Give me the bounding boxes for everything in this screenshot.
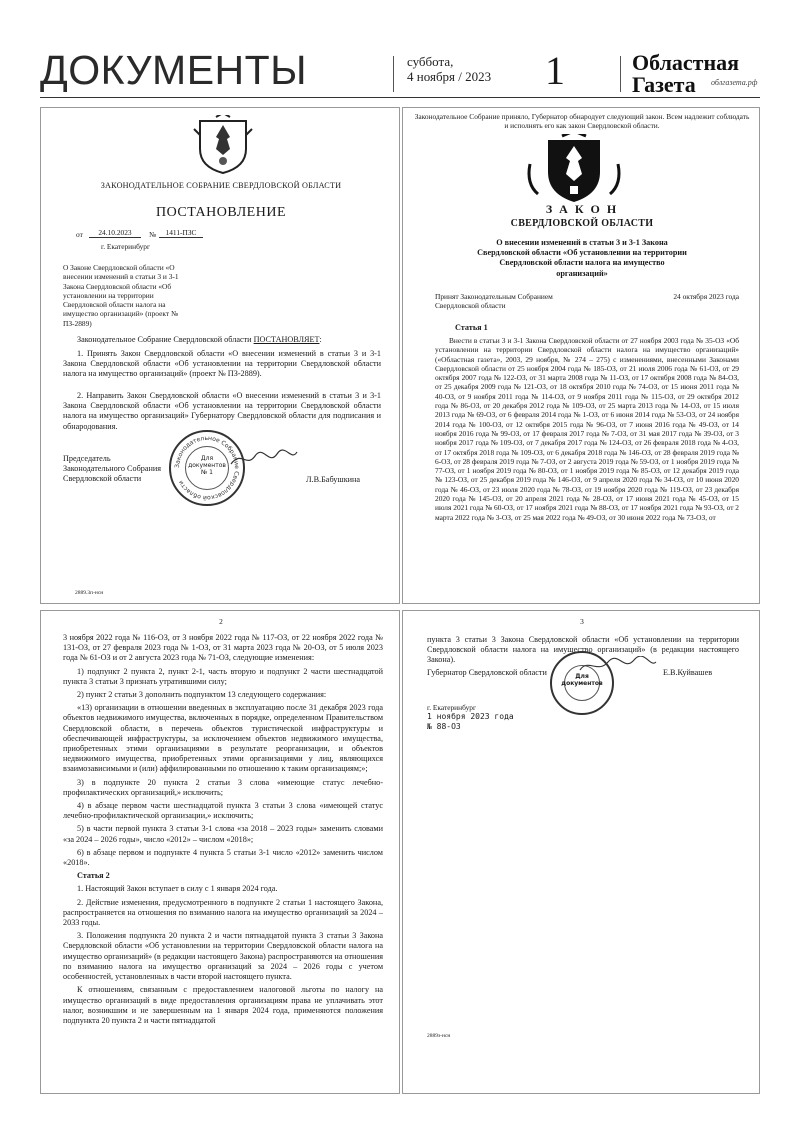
intro-text: Законодательное Собрание Свердловской области <box>77 335 252 344</box>
adopted-date: 24 октября 2023 года <box>673 292 739 301</box>
coat-of-arms-icon <box>192 115 254 175</box>
article-1-heading: Статья 1 <box>455 323 488 332</box>
para-6: 5) в части первой пункта 3 статьи 3-1 слова «за 2018 – 2023 годы» заменить словами «за 2024 – 2026 годы», число «2012» – числом «2018»; <box>63 824 383 844</box>
intro-paragraph <box>63 335 381 345</box>
governor-title: Губернатор Свердловской области <box>427 668 547 677</box>
issue-date-line: 4 ноября / 2023 <box>407 69 492 84</box>
sign-city: г. Екатеринбург <box>427 703 476 712</box>
decree-word: ПОСТАНОВЛЯЕТ <box>253 335 320 344</box>
para-11: К отношениям, связанным с предоставлением налоговой льготы по налогу на имущество организаций в виде предоставления организациям права не уплачивать этот налог, возникшим и не завершенным на 1 января 2024 года, применяются положения подпункта 20 пункта 2 и части пятнадцатой <box>63 985 383 1025</box>
article-text <box>63 633 383 1089</box>
signatory-name: Л.В.Бабушкина <box>306 475 361 484</box>
signatory-line2: Законодательного Собрания <box>63 464 161 474</box>
sign-date: 1 ноября 2023 года <box>427 712 514 721</box>
adopted-by <box>435 292 553 311</box>
svg-text:Законодательное Собрание Сверд: Законодательное Собрание Свердловской области <box>173 434 241 502</box>
stamp-line1: Для <box>200 455 214 462</box>
para-5: 4) в абзаце первом части шестнадцатой пункта 3 статьи 3 слова «имеющей статус лечебно-профилактической организации,» исключить; <box>63 801 383 821</box>
signatory-line3: Свердловской области <box>63 474 142 484</box>
issue-date <box>407 54 491 84</box>
brand-line2: Газета <box>632 72 696 97</box>
page-number: 1 <box>545 48 565 93</box>
law-subtitle: О внесении изменений в статьи 3 и 3-1 Закона Свердловской области «Об установлении на территории Свердловской области налога на имущество организаций» <box>477 238 687 278</box>
stamp-center <box>185 455 229 476</box>
site-name: облгазета.рф <box>711 78 758 87</box>
doc-code: 2889.3п-нсн <box>75 590 104 596</box>
stamp-line1: Для <box>575 673 589 680</box>
org-name: ЗАКОНОДАТЕЛЬНОЕ СОБРАНИЕ СВЕРДЛОВСКОЙ ОБЛАСТИ <box>100 181 342 190</box>
para-0: 3 ноября 2022 года № 116-ОЗ, от 3 ноября 2022 года № 117-ОЗ, от 22 ноября 2022 года № 131-ОЗ, от 27 февраля 2023 года № 1-ОЗ, от 31 марта 2023 года № 20-ОЗ, от 5 июля 2023 года № 61-ОЗ и от 2 августа 2023 года № 71-ОЗ, следующие изменения: <box>63 633 383 663</box>
para-4: 3) в подпункте 20 пункта 2 статьи 3 слова «имеющие статус лечебно-профилактических организаций,» исключить; <box>63 777 383 797</box>
masthead-rule <box>40 97 760 98</box>
signatory-line1: Председатель <box>63 454 111 463</box>
final-paragraph: пункта 3 статьи 3 Закона Свердловской области «Об установлении на территории Свердловской области налога на имущество организаций» (в редакции настоящего Закона). <box>427 635 739 665</box>
law-preface: Законодательное Собрание приняло, Губернатор обнародует следующий закон. Всем надлежит соблюдать и исполнять его как закон Свердловской области. <box>414 112 750 131</box>
stamp-line3: № 1 <box>201 469 213 476</box>
law-page-3 <box>402 610 760 1094</box>
masthead <box>40 48 760 98</box>
page-number: 3 <box>580 617 584 626</box>
doc-code: 2889з-нсн <box>427 1033 451 1039</box>
law-page-1 <box>402 107 760 604</box>
resolution-page <box>40 107 400 604</box>
signature-icon <box>229 448 299 470</box>
adopted-line1: Принят Законодательным Собранием <box>435 292 553 301</box>
article-1-body: Внести в статьи 3 и 3-1 Закона Свердловской области от 27 ноября 2003 года № 35-ОЗ «Об установлении на территории Свердловской области налога на имущество организаций» («Областная газета», 2003, 29 ноября, № 274 – 275) с изменениями, внесенными Законами Свердловской области от 25 ноября 2004 года № 185-ОЗ, от 21 июля 2006 года № 61-ОЗ, от 29 октября 2007 года № 122-ОЗ, от 31 марта 2008 года № 11-ОЗ, от 17 октября 2008 года № 84-ОЗ, от 25 декабря 2009 года № 121-ОЗ, от 18 октября 2010 года № 74-ОЗ, от 15 июня 2011 года № 40-ОЗ, от 9 ноября 2011 года № 114-ОЗ, от 9 ноября 2011 года № 115-ОЗ, от 29 октября 2012 года № 86-ОЗ, от 20 декабря 2012 года № 109-ОЗ, от 25 марта 2013 года № 14-ОЗ, от 15 июля 2013 года № 69-ОЗ, от 6 февраля 2014 года № 1-ОЗ, от 6 июня 2014 года № 53-ОЗ, от 24 ноября 2014 года № 100-ОЗ, от 12 октября 2015 года № 96-ОЗ, от 7 июня 2016 года № 49-ОЗ, от 14 ноября 2016 года № 99-ОЗ, от 17 февраля 2017 года № 7-ОЗ, от 31 мая 2017 года № 39-ОЗ, от 3 ноября 2017 года № 109-ОЗ, от 7 декабря 2017 года № 124-ОЗ, от 26 февраля 2018 года № 4-ОЗ, от 17 октября 2018 года № 109-ОЗ, от 6 декабря 2018 года № 146-ОЗ, от 28 февраля 2019 года № 6-ОЗ, от 28 февраля 2019 года № 7-ОЗ, от 2 августа 2019 года № 59-ОЗ, от 1 ноября 2019 года № 77-ОЗ, от 1 ноября 2019 года № 80-ОЗ, от 1 ноября 2019 года № 85-ОЗ, от 12 декабря 2019 года № 123-ОЗ, от 25 декабря 2019 года № 146-ОЗ, от 9 апреля 2020 года № 34-ОЗ, от 10 июня 2020 года № 46-ОЗ, от 23 июля 2020 года № 78-ОЗ, от 19 ноября 2020 года № 119-ОЗ, от 23 декабря 2020 года № 145-ОЗ, от 20 апреля 2021 года № 28-ОЗ, от 17 июня 2021 года № 45-ОЗ, от 15 июля 2021 года № 60-ОЗ, от 17 ноября 2021 года № 88-ОЗ, от 17 ноября 2021 года № 93-ОЗ, от 2 марта 2022 года № 3-ОЗ, от 25 мая 2022 года № 49-ОЗ, от 30 июня 2022 года № 73-ОЗ, от <box>435 336 739 522</box>
para-10: 3. Положения подпункта 20 пункта 2 и части пятнадцатой пункта 3 статьи 3 Закона Свердловской области «Об установлении на территории Свердловской области налога на имущество организаций» (в редакции настоящего Закона) распространяются на отношения по взиманию налога на имущество организаций за 2024 – 2026 годы с учетом особенностей, установленных в части второй настоящего пункта. <box>63 931 383 982</box>
para-1: 1) подпункт 2 пункта 2, пункт 2-1, часть вторую и подпункт 2 части шестнадцатой пункта 3 статьи 3 признать утратившими силу; <box>63 666 383 686</box>
date-prefix: от <box>76 230 83 239</box>
signature-icon <box>578 656 658 676</box>
brand-line1: Областная <box>632 50 740 75</box>
adopted-line2: Свердловской области <box>435 301 506 311</box>
para-2: 2) пункт 2 статьи 3 дополнить подпунктом 13 следующего содержания: <box>77 690 327 700</box>
divider <box>620 56 621 92</box>
governor-name: Е.В.Куйвашев <box>663 668 713 677</box>
stamp-line2: документов <box>188 462 226 469</box>
item-2: 2. Направить Закон Свердловской области «О внесении изменений в статьи 3 и 3-1 Закона Свердловской области «Об установлении на территории Свердловской области налога на имущество организаций» Губернатору Свердловской области для подписания и обнародования. <box>63 391 381 431</box>
stamp-line2: документов <box>561 680 603 687</box>
resolution-date: 24.10.2023 <box>89 228 141 238</box>
law-number: № 88-ОЗ <box>427 722 461 731</box>
item-1: 1. Принять Закон Свердловской области «О внесении изменений в статьи 3 и 3-1 Закона Свердловской области «Об установлении на территории Свердловской области налога на имущество организаций» (проект № ПЗ-2889). <box>63 349 381 379</box>
para-3: «13) организации в отношении введенных в эксплуатацию после 31 декабря 2023 года объектов недвижимого имущества, включенных в порядке, определенном Правительством Свердловской области, в перечень объектов туристической инфраструктуры и обеспечивающей инфраструктуры, за исключением объектов недвижимого имущества, приобретенных этими организациями в результате реорганизации, и объектов недвижимого имущества, приобретенных этими организациями у лиц, являющихся взаимозависимыми и (или) аффилированными по отношению к таким организациям;»; <box>63 703 383 774</box>
doc-title: ПОСТАНОВЛЕНИЕ <box>155 205 287 220</box>
para-7: 6) в абзаце первом и подпункте 4 пункта 5 статьи 3-1 число «2012» заменить числом «2018». <box>63 847 383 868</box>
law-region: СВЕРДЛОВСКОЙ ОБЛАСТИ <box>510 218 654 229</box>
newspaper-logo <box>632 52 739 96</box>
city: г. Екатеринбург <box>101 242 150 251</box>
page-number: 2 <box>219 617 223 626</box>
para-9: 2. Действие изменения, предусмотренного в подпункте 2 статьи 1 настоящего Закона, распространяется на отношения по взиманию налога на имущество организаций за 2024 – 2033 годы. <box>63 897 383 928</box>
section-title: ДОКУМЕНТЫ <box>40 47 307 93</box>
divider <box>393 56 394 92</box>
law-page-2 <box>40 610 400 1094</box>
article-2-heading: Статья 2 <box>77 871 110 881</box>
law-heading: З А К О Н <box>545 202 619 216</box>
coat-of-arms-icon <box>524 134 624 206</box>
resolution-number: 1411-ПЗС <box>159 228 203 238</box>
intro-colon: : <box>319 335 322 344</box>
resolution-subject: О Законе Свердловской области «О внесении изменений в статьи 3 и 3-1 Закона Свердловской области «Об установлении на территории Свердловской области налога на имущество организаций» (проект № ПЗ-2889) <box>63 263 179 328</box>
issue-day: суббота, <box>407 54 454 69</box>
number-prefix: № <box>149 230 157 239</box>
sign-date-number <box>427 712 514 732</box>
para-8: 1. Настоящий Закон вступает в силу с 1 января 2024 года. <box>77 884 278 894</box>
